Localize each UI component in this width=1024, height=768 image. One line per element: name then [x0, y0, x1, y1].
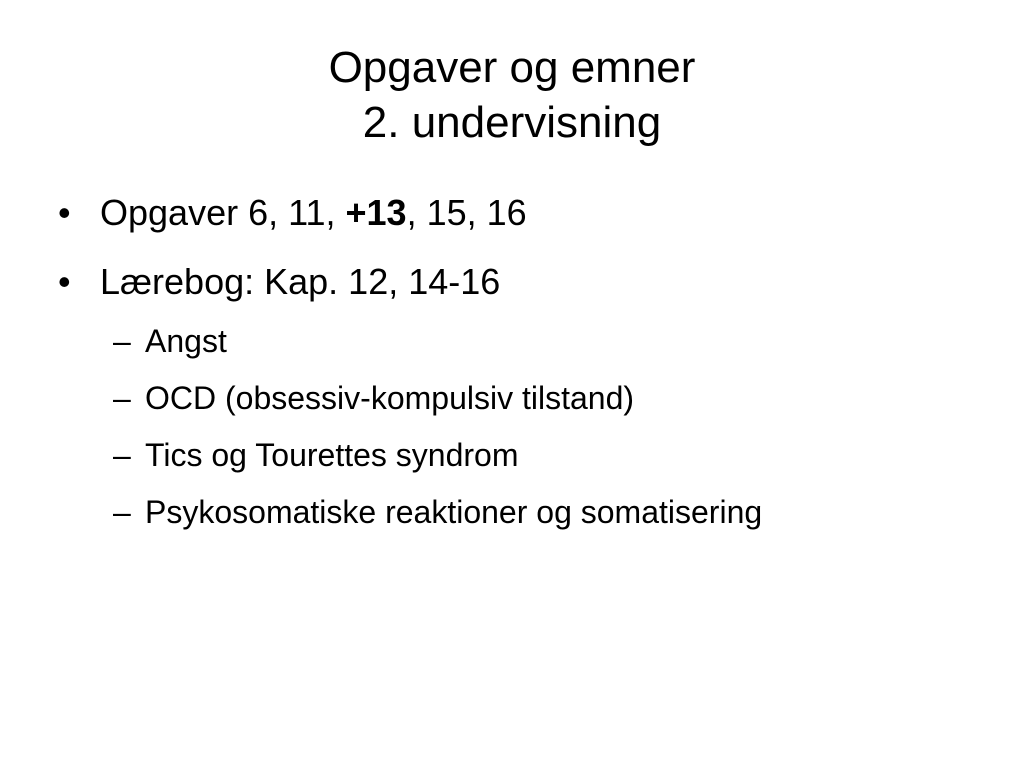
bullet-text-prefix: Opgaver 6, 11, — [100, 192, 346, 233]
sub-text: Angst — [145, 323, 227, 359]
sub-marker: – — [113, 494, 131, 530]
bullet-text — [100, 193, 527, 233]
sub-text: Psykosomatiske reaktioner og somatisering — [145, 494, 763, 530]
sub-marker: – — [113, 323, 131, 359]
bullet-marker: • — [58, 192, 71, 233]
bullet-marker: • — [58, 261, 71, 302]
slide-title — [0, 40, 1024, 150]
title-line-2: 2. undervisning — [362, 98, 662, 147]
sub-text: OCD (obsessiv-kompulsiv tilstand) — [145, 380, 635, 416]
title-line-1: Opgaver og emner — [328, 43, 696, 92]
bullet-text: Lærebog: Kap. 12, 14-16 — [100, 261, 501, 302]
sub-marker: – — [113, 437, 131, 473]
bullet-text-bold: +13 — [345, 192, 407, 233]
sub-marker: – — [113, 380, 131, 416]
sub-text: Tics og Tourettes syndrom — [145, 437, 519, 473]
bullet-text-suffix: , 15, 16 — [406, 192, 527, 233]
